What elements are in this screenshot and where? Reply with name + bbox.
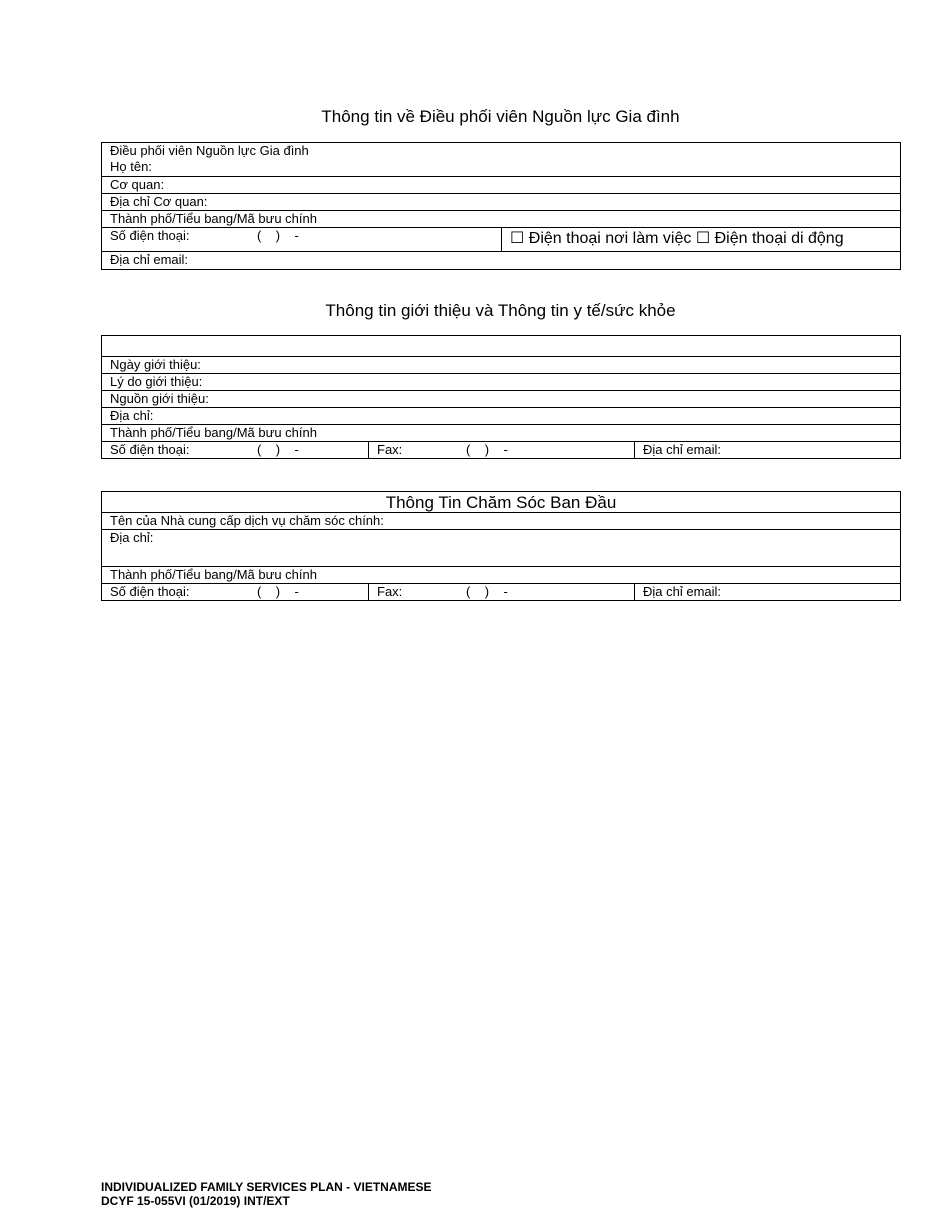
- provider-fax-cell[interactable]: [369, 584, 635, 600]
- referral-reason-row[interactable]: [102, 374, 900, 391]
- coordinator-label: Điều phối viên Nguồn lực Gia đình: [110, 143, 309, 158]
- email-label: Địa chỉ email:: [110, 252, 189, 267]
- referral-date-label: Ngày giới thiệu:: [110, 357, 201, 372]
- footer-form-number: DCYF 15-055VI (01/2019) INT/EXT: [101, 1194, 290, 1208]
- coordinator-name-row[interactable]: [102, 143, 900, 177]
- work-phone-checkbox[interactable]: ☐ Điện thoại nơi làm việc: [510, 230, 692, 247]
- referral-source-row[interactable]: [102, 391, 900, 408]
- referral-fax-format: ( ) -: [466, 442, 508, 457]
- provider-contact-row: [102, 584, 900, 600]
- phone-label: Số điện thoại:: [110, 228, 190, 243]
- phone-cell[interactable]: [102, 228, 502, 251]
- referral-address-row[interactable]: [102, 408, 900, 425]
- referral-phone-cell[interactable]: [102, 442, 369, 458]
- referral-address-label: Địa chỉ:: [110, 408, 154, 423]
- footer-form-title: INDIVIDUALIZED FAMILY SERVICES PLAN - VIETNAMESE: [101, 1180, 432, 1194]
- referral-info-table: [101, 335, 901, 459]
- provider-email-label: Địa chỉ email:: [643, 584, 722, 599]
- provider-phone-format: ( ) -: [257, 584, 299, 599]
- section1-title: Thông tin về Điều phối viên Nguồn lực Gia đình: [321, 107, 680, 126]
- referral-fax-label: Fax:: [377, 442, 403, 457]
- referral-email-cell[interactable]: [635, 442, 900, 458]
- agency-address-label: Địa chỉ Cơ quan:: [110, 194, 208, 209]
- primary-care-table: [101, 491, 901, 601]
- email-row[interactable]: [102, 252, 900, 269]
- referral-phone-label: Số điện thoại:: [110, 442, 190, 457]
- provider-phone-cell[interactable]: [102, 584, 369, 600]
- agency-label: Cơ quan:: [110, 177, 165, 192]
- provider-fax-format: ( ) -: [466, 584, 508, 599]
- provider-city-label: Thành phố/Tiểu bang/Mã bưu chính: [110, 567, 317, 582]
- referral-fax-cell[interactable]: [369, 442, 635, 458]
- provider-row[interactable]: [102, 513, 900, 530]
- provider-label: Tên của Nhà cung cấp dịch vụ chăm sóc chính:: [110, 513, 384, 528]
- referral-city-row[interactable]: [102, 425, 900, 442]
- referral-phone-format: ( ) -: [257, 442, 299, 457]
- referral-email-label: Địa chỉ email:: [643, 442, 722, 457]
- provider-email-cell[interactable]: [635, 584, 900, 600]
- provider-address-row[interactable]: [102, 530, 900, 567]
- referral-city-label: Thành phố/Tiểu bang/Mã bưu chính: [110, 425, 317, 440]
- phone-format: ( ) -: [257, 228, 299, 243]
- section2-title: Thông tin giới thiệu và Thông tin y tế/sức khỏe: [325, 301, 676, 320]
- referral-blank-row[interactable]: [102, 336, 900, 357]
- name-label: Họ tên:: [110, 159, 152, 174]
- provider-fax-label: Fax:: [377, 584, 403, 599]
- agency-row[interactable]: [102, 177, 900, 194]
- provider-address-label: Địa chỉ:: [110, 530, 154, 545]
- agency-address-row[interactable]: [102, 194, 900, 211]
- provider-phone-label: Số điện thoại:: [110, 584, 190, 599]
- city-state-zip-label: Thành phố/Tiểu bang/Mã bưu chính: [110, 211, 317, 226]
- referral-date-row[interactable]: [102, 357, 900, 374]
- section3-title: Thông Tin Chăm Sóc Ban Đầu: [385, 493, 617, 512]
- phone-type-cell: [502, 228, 900, 251]
- city-state-zip-row[interactable]: [102, 211, 900, 228]
- referral-source-label: Nguồn giới thiệu:: [110, 391, 209, 406]
- mobile-phone-checkbox[interactable]: ☐ Điện thoại di động: [695, 230, 844, 247]
- referral-reason-label: Lý do giới thiệu:: [110, 374, 203, 389]
- coordinator-info-table: [101, 142, 901, 270]
- form-footer: [101, 1180, 432, 1208]
- section3-title-row: [102, 492, 900, 513]
- provider-city-row[interactable]: [102, 567, 900, 584]
- phone-row: [102, 228, 900, 252]
- referral-contact-row: [102, 442, 900, 458]
